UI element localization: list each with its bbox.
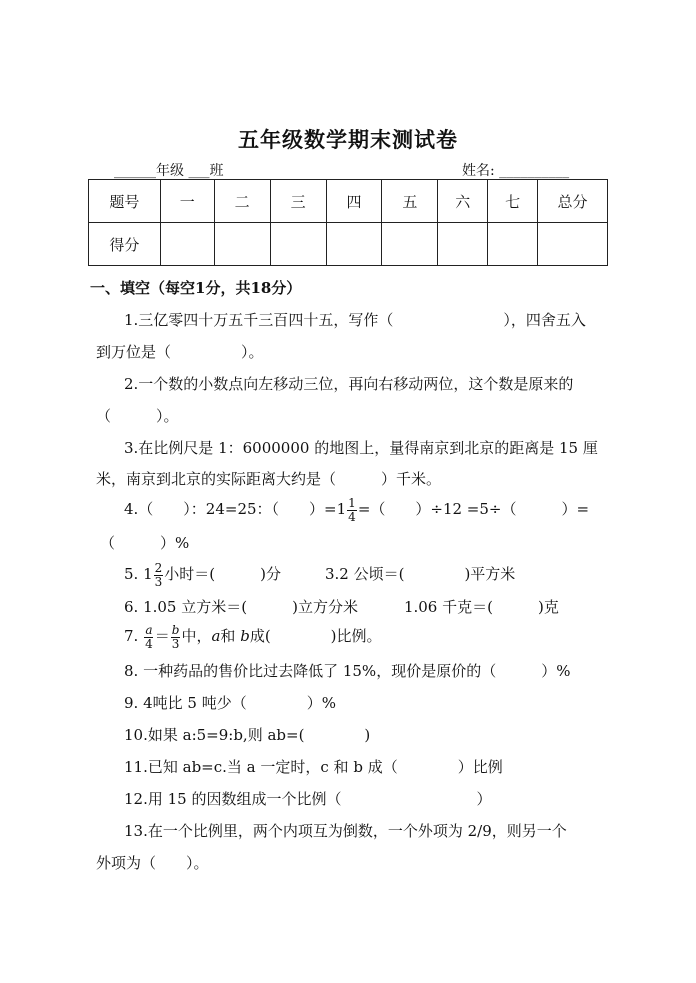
fraction: $\frac{b}{3}$	[171, 623, 180, 651]
q7-equals: ＝	[154, 627, 170, 646]
q1-text-b: ），四舍五入	[503, 311, 586, 329]
question-10-line: 10.如果 a:5=9:b,则 ab=( )	[124, 726, 371, 744]
q6-text-a: 6. 1.05 立方米＝( )立方分米	[124, 598, 358, 616]
fraction: $\frac{1}{4}$	[348, 496, 356, 524]
q7-text-a: 中，	[181, 627, 212, 646]
q7-var-a: a	[211, 627, 221, 646]
question-5-line	[124, 562, 515, 588]
question-3-line-2: 米，南京到北京的实际距离大约是（ ）千米。	[96, 470, 442, 488]
question-12-line: 12.用 15 的因数组成一个比例（ ）	[124, 790, 492, 808]
question-11-line: 11.已知 ab=c.当 a 一定时，c 和 b 成（ ）比例	[124, 758, 503, 776]
fraction: $\frac{a}{4}$	[145, 623, 153, 651]
question-1-line-1	[124, 309, 586, 330]
score-cell[interactable]	[438, 223, 488, 266]
question-3-line-1: 3.在比例尺是 1：6000000 的地图上，量得南京到北京的距离是 15 厘	[124, 439, 598, 457]
q1-text-d: ）。	[241, 343, 264, 361]
grade-class-line	[114, 160, 223, 180]
q1-text-a: 1.三亿零四十万五千三百四十五，写作（	[124, 311, 394, 329]
question-9-line: 9. 4吨比 5 吨少（ ）%	[124, 694, 336, 712]
q7-text-b: 成( )比例。	[249, 627, 382, 646]
class-blank[interactable]: ___	[188, 163, 210, 179]
table-cell: 三	[270, 180, 326, 223]
section-heading: 一、填空（每空1分，共18分）	[90, 279, 302, 297]
table-cell: 四	[326, 180, 382, 223]
table-cell: 七	[488, 180, 538, 223]
q5-text-b: 小时＝( )分	[164, 565, 281, 584]
q4-text-a: 4.（ ）：24=25：（ ）=1	[124, 500, 347, 519]
score-table-score-row	[89, 223, 608, 266]
table-cell: 二	[214, 180, 270, 223]
score-table-header-row	[89, 180, 608, 223]
question-13-line-2: 外项为（ ）。	[96, 854, 209, 872]
question-8-line: 8. 一种药品的售价比过去降低了 15%，现价是原价的（ ）%	[124, 662, 571, 680]
q1-text-c: 到万位是（	[96, 343, 172, 361]
score-cell[interactable]	[382, 223, 438, 266]
grade-blank[interactable]: ______	[114, 163, 156, 179]
grade-label: 年级	[156, 163, 184, 179]
table-cell: 六	[438, 180, 488, 223]
name-line	[462, 160, 569, 180]
q7-var-b: b	[240, 627, 250, 646]
score-cell[interactable]	[538, 223, 608, 266]
name-blank[interactable]: __________	[499, 163, 570, 179]
q6-text-b: 1.06 千克＝( )克	[403, 598, 559, 616]
table-cell: 题号	[89, 180, 161, 223]
score-cell[interactable]	[270, 223, 326, 266]
table-cell: 总分	[538, 180, 608, 223]
q5-text-c: 3.2 公顷＝( )平方米	[324, 565, 516, 584]
question-7-line	[124, 624, 382, 650]
question-2-line-2: （ ）。	[96, 407, 179, 425]
exam-title: 五年级数学期末测试卷	[238, 127, 458, 152]
question-13-line-1: 13.在一个比例里，两个内项互为倒数，一个外项为 2/9，则另一个	[124, 822, 567, 840]
question-4-line-2: （ ）%	[100, 534, 190, 552]
score-cell[interactable]	[488, 223, 538, 266]
q5-text-a: 5. 1	[124, 565, 153, 584]
fraction: $\frac{2}{3}$	[154, 561, 163, 589]
score-cell[interactable]	[160, 223, 214, 266]
question-4-line-1	[124, 497, 589, 523]
table-cell: 得分	[89, 223, 161, 266]
score-cell[interactable]	[214, 223, 270, 266]
q7-prefix: 7.	[124, 627, 139, 646]
question-2-line-1: 2.一个数的小数点向左移动三位，再向右移动两位，这个数是原来的	[124, 375, 574, 393]
q7-mid: 和	[220, 627, 236, 646]
name-label: 姓名:	[462, 163, 495, 179]
table-cell: 一	[160, 180, 214, 223]
q4-text-b: =（ ）÷12 =5÷（ ）=	[357, 500, 590, 519]
question-1-line-2	[96, 341, 264, 362]
table-cell: 五	[382, 180, 438, 223]
class-label: 班	[209, 163, 224, 179]
score-cell[interactable]	[326, 223, 382, 266]
question-6-line	[124, 596, 559, 617]
score-table	[88, 179, 608, 266]
